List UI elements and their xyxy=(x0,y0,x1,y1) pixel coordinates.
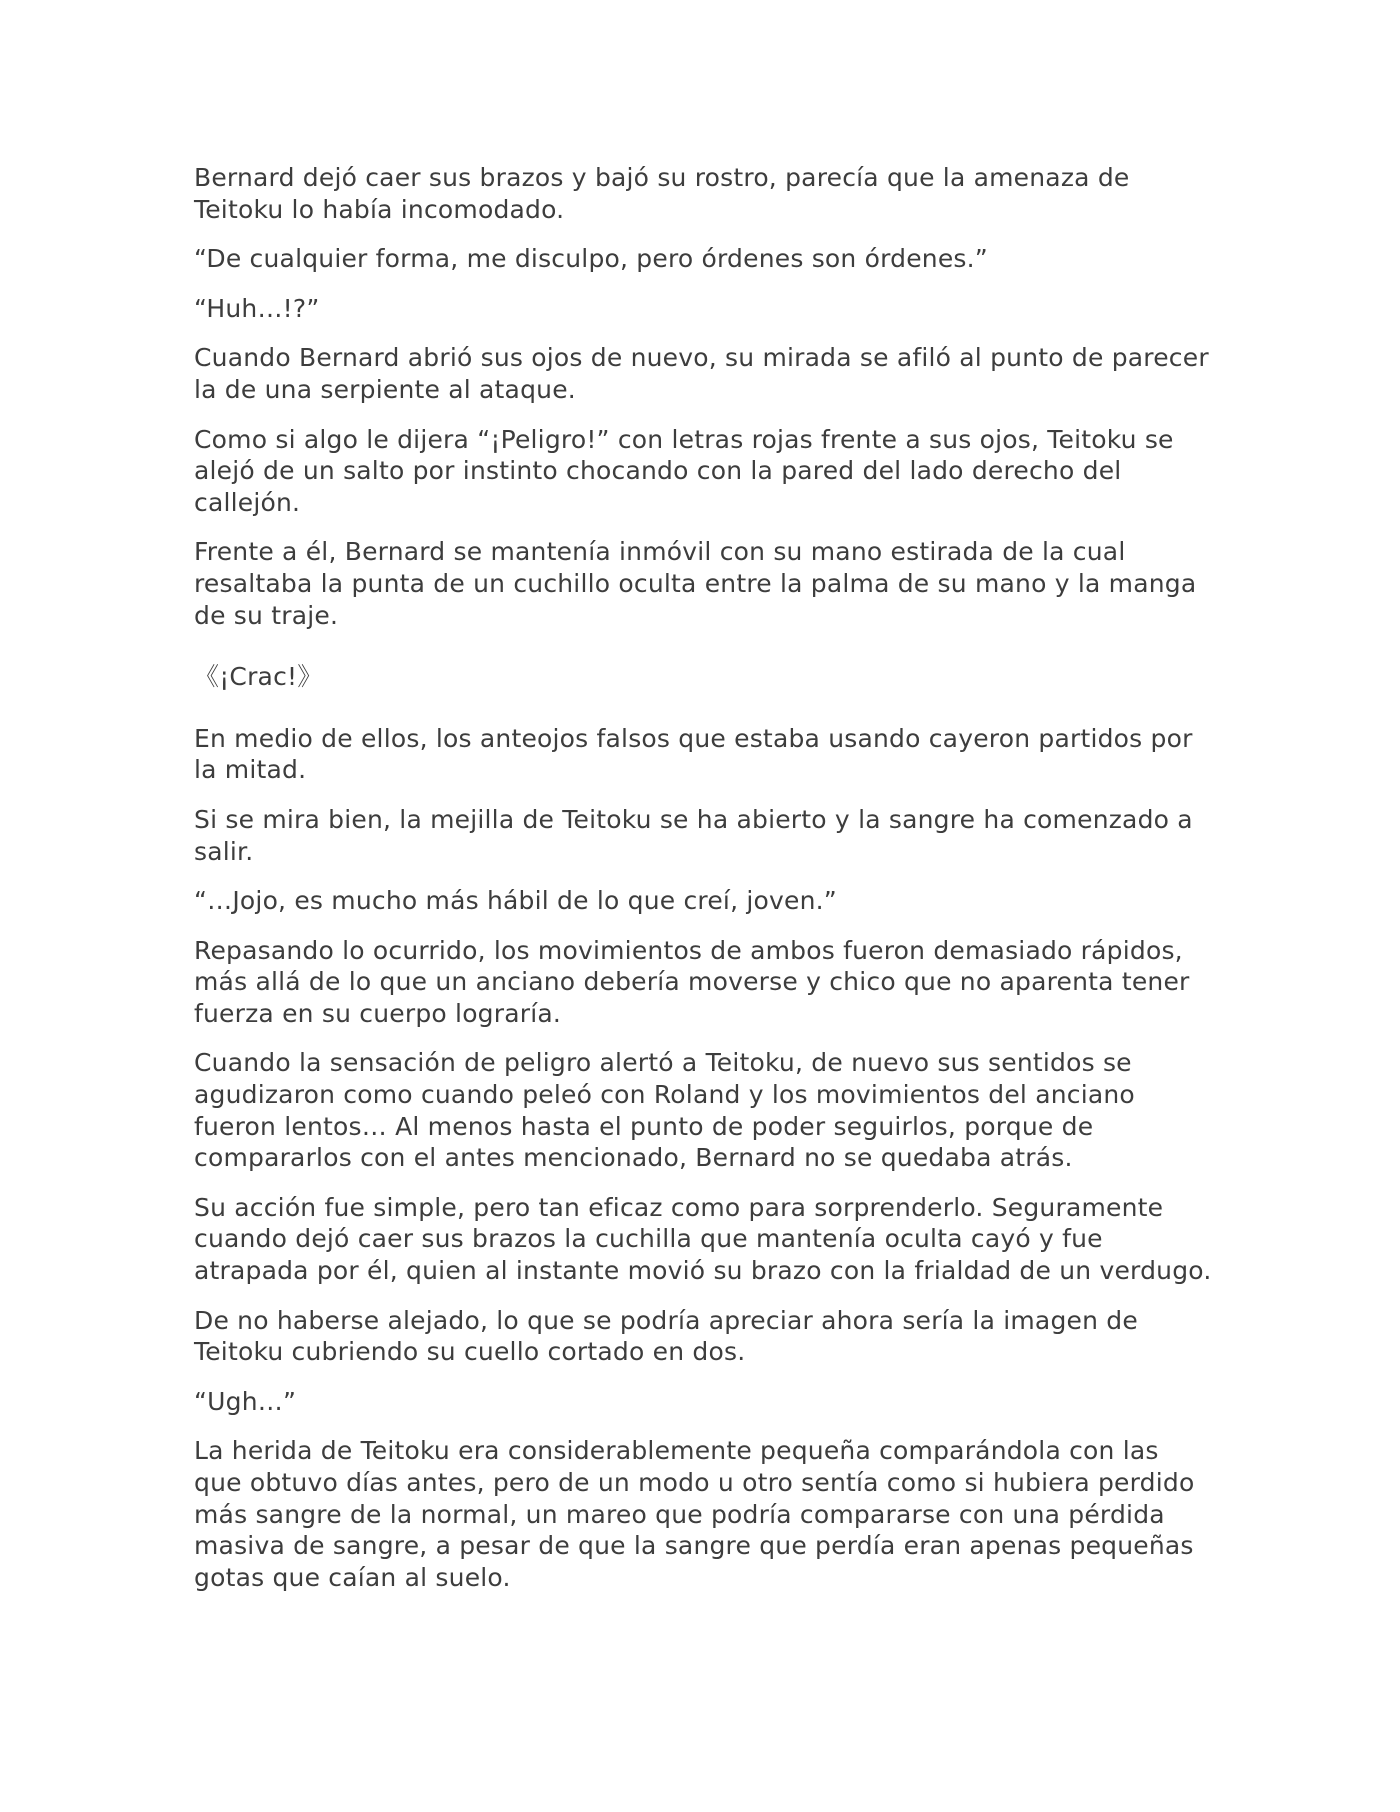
paragraph: Bernard dejó caer sus brazos y bajó su rostro, parecía que la amenaza de Teitoku lo había incomodado. xyxy=(194,163,1130,224)
paragraph: De no haberse alejado, lo que se podría apreciar ahora sería la imagen de Teitoku cubriendo su cuello cortado en dos. xyxy=(194,1305,1138,1367)
paragraph: Frente a él, Bernard se mantenía inmóvil con su mano estirada de la cual resaltaba la punta de un cuchillo oculta entre la palma de su mano y la manga de su traje. xyxy=(194,537,1197,630)
paragraph: Si se mira bien, la mejilla de Teitoku se ha abierto y la sangre ha comenzado a salir. xyxy=(194,804,1193,866)
document-page xyxy=(194,162,1214,1611)
paragraph: Su acción fue simple, pero tan eficaz como para sorprenderlo. Seguramente cuando dejó caer sus brazos la cuchilla que mantenía oculta cayó y fue atrapada por él, quien al instante movió su brazo con la frialdad de un verdugo. xyxy=(194,1192,1212,1286)
paragraph: La herida de Teitoku era considerablemente pequeña comparándola con las que obtuvo días antes, pero de un modo u otro sentía como si hubiera perdido más sangre de la normal, un mareo que podría compararse con una pérdida masiva de sangre, a pesar de que la sangre que perdía eran apenas pequeñas gotas que caían al suelo. xyxy=(194,1436,1195,1592)
paragraph: “…Jojo, es mucho más hábil de lo que creí, joven.” xyxy=(194,886,837,916)
paragraph: Cuando Bernard abrió sus ojos de nuevo, su mirada se afiló al punto de parecer la de una serpiente al ataque. xyxy=(194,343,1209,404)
paragraph: En medio de ellos, los anteojos falsos que estaba usando cayeron partidos por la mitad. xyxy=(194,723,1193,785)
paragraph: “De cualquier forma, me disculpo, pero órdenes son órdenes.” xyxy=(194,244,988,274)
sound-effect: 《¡Crac!》 xyxy=(194,662,323,692)
paragraph: Repasando lo ocurrido, los movimientos de ambos fueron demasiado rápidos, más allá de lo que un anciano debería moverse y chico que no aparenta tener fuerza en su cuerpo lograría. xyxy=(194,935,1190,1028)
paragraph: Cuando la sensación de peligro alertó a Teitoku, de nuevo sus sentidos se agudizaron como cuando peleó con Roland y los movimientos del anciano fueron lentos… Al menos hasta el punto de poder seguirlos, porque de compararlos con el antes mencionado, Bernard no se quedaba atrás. xyxy=(194,1048,1135,1173)
paragraph: “Huh…!?” xyxy=(194,293,320,323)
paragraph: “Ugh…” xyxy=(194,1386,297,1416)
paragraph: Como si algo le dijera “¡Peligro!” con letras rojas frente a sus ojos, Teitoku se alejó de un salto por instinto chocando con la pared del lado derecho del callejón. xyxy=(194,424,1174,517)
